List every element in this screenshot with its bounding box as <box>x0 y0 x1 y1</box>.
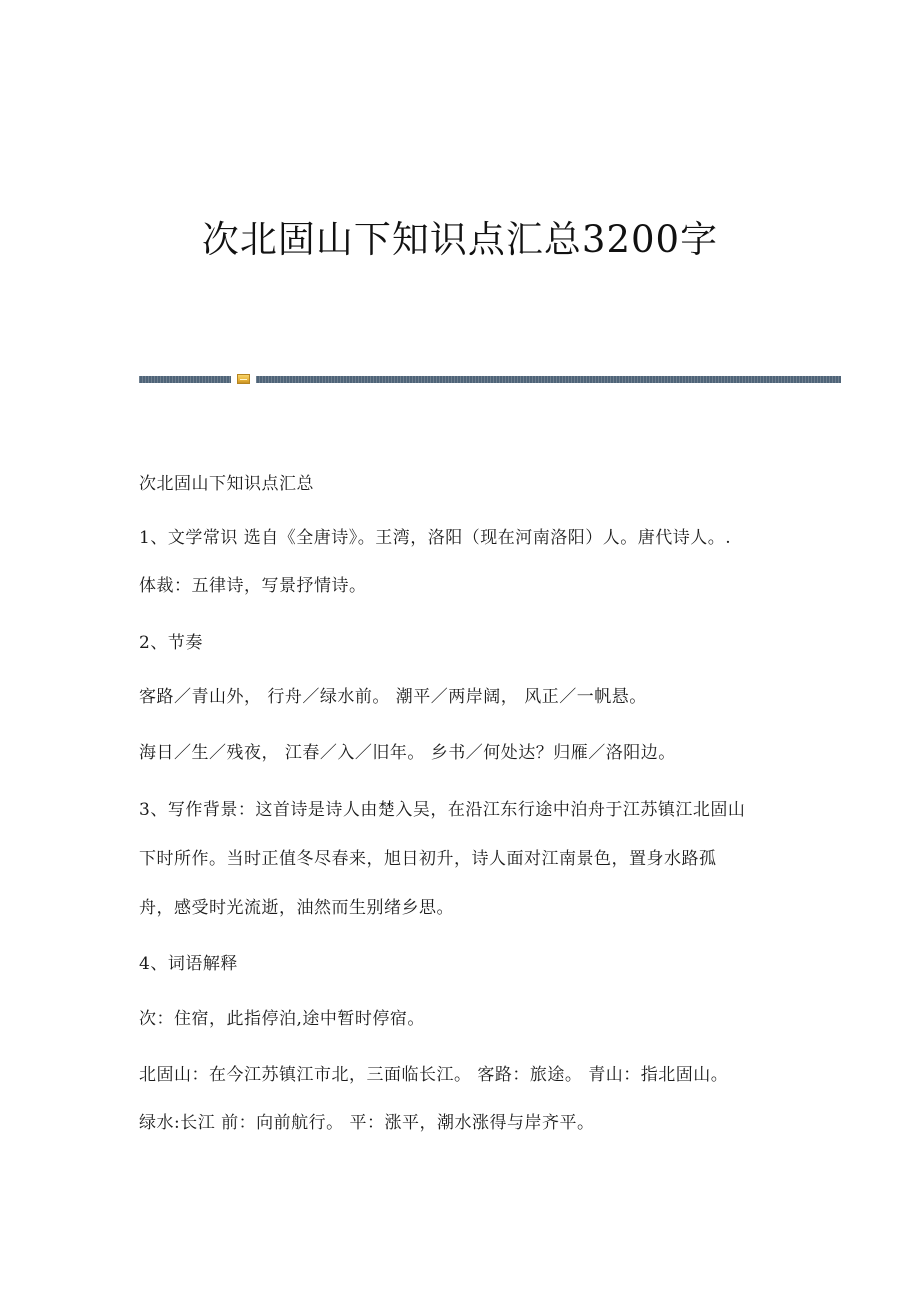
background-line-3: 舟，感受时光流逝，油然而生别绪乡思。 <box>139 898 454 918</box>
divider-ornament-icon <box>237 374 250 384</box>
section-1-literary-line: 1、文学常识 选自《全唐诗》。王湾，洛阳（现在河南洛阳）人。唐代诗人。. <box>139 528 732 548</box>
section-3-background-line: 3、写作背景：这首诗是诗人由楚入吴，在沿江东行途中泊舟于江苏镇江北固山 <box>139 800 746 820</box>
background-line-2: 下时所作。当时正值冬尽春来，旭日初升，诗人面对江南景色，置身水路孤 <box>139 849 717 869</box>
document-title: 次北固山下知识点汇总3200字 <box>201 218 719 261</box>
section-4-heading: 4、词语解释 <box>139 954 238 974</box>
divider-bar-right <box>256 376 841 383</box>
definition-line-3: 绿水:长江 前：向前航行。 平：涨平，潮水涨得与岸齐平。 <box>139 1113 595 1133</box>
definition-line-1: 次：住宿，此指停泊,途中暂时停宿。 <box>139 1009 425 1029</box>
section-2-heading: 2、节奏 <box>139 633 203 653</box>
divider-bar-left <box>139 376 231 383</box>
definition-line-2: 北固山：在今江苏镇江市北，三面临长江。 客路：旅途。 青山：指北固山。 <box>139 1065 729 1085</box>
rhythm-line-1: 客路／青山外， 行舟／绿水前。 潮平／两岸阔， 风正／一帆悬。 <box>139 687 647 707</box>
section-1-genre-line: 体裁：五律诗，写景抒情诗。 <box>139 576 367 596</box>
title-divider <box>139 374 841 384</box>
rhythm-line-2: 海日／生／残夜， 江春／入／旧年。 乡书／何处达？归雁／洛阳边。 <box>139 743 676 763</box>
subtitle-line: 次北固山下知识点汇总 <box>139 474 314 494</box>
